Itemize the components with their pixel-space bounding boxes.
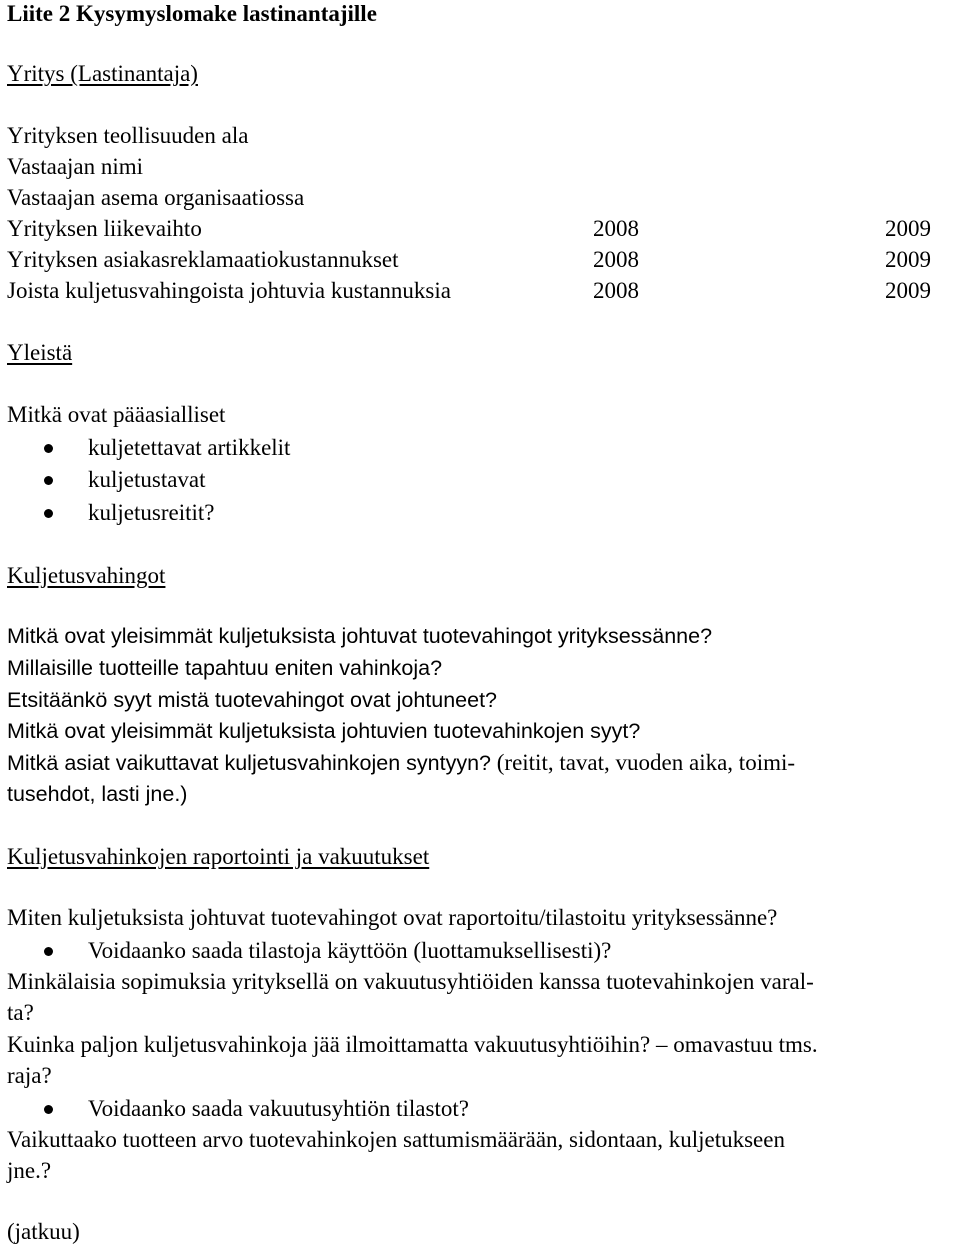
year-second: 2009: [885, 247, 931, 272]
damage-question: Mitkä ovat yleisimmät kuljetuksista johtuvat tuotevahingot yrityksessänne?: [7, 624, 713, 648]
bullet-text: kuljetettavat artikkelit: [88, 435, 291, 460]
year-row-label: Yrityksen asiakasreklamaatiokustannukset: [7, 247, 399, 272]
reporting-question-continuation: ta?: [7, 1000, 34, 1025]
reporting-question-continuation: jne.?: [7, 1158, 52, 1183]
reporting-question: Vaikuttaako tuotteen arvo tuotevahinkojen sattumismäärään, sidontaan, kuljetukseen: [7, 1127, 785, 1152]
reporting-question: Kuinka paljon kuljetusvahinkoja jää ilmoittamatta vakuutusyhtiöihin? – omavastuu tms.: [7, 1032, 818, 1057]
section-general-heading: Yleistä: [7, 340, 73, 365]
field-respondent-name: Vastaajan nimi: [7, 154, 144, 179]
reporting-question-continuation: raja?: [7, 1063, 52, 1088]
bullet-icon: [44, 476, 53, 485]
damage-causes-question: [7, 749, 795, 777]
bullet-text: Voidaanko saada vakuutusyhtiön tilastot?: [88, 1096, 469, 1121]
year-first: 2008: [593, 278, 639, 303]
damage-causes-continuation: [7, 780, 187, 808]
year-row-transport-damage-costs: [7, 277, 953, 305]
damage-question: Etsitäänkö syyt mistä tuotevahingot ovat johtuneet?: [7, 688, 498, 712]
bullet-text: kuljetusreitit?: [88, 500, 215, 525]
year-second: 2009: [885, 216, 931, 241]
section-damages-heading: Kuljetusvahingot: [7, 563, 166, 588]
year-first: 2008: [593, 247, 639, 272]
year-row-complaint-costs: [7, 246, 953, 274]
damage-question: Mitkä ovat yleisimmät kuljetuksista johtuvien tuotevahinkojen syyt?: [7, 719, 641, 743]
section-company-heading: Yritys (Lastinantaja): [7, 61, 198, 86]
year-second: 2009: [885, 278, 931, 303]
bullet-icon: [44, 509, 53, 518]
damage-causes-examples: (reitit, tavat, vuoden aika, toimi-: [491, 750, 796, 775]
damage-causes-text: Mitkä asiat vaikuttavat kuljetusvahinkojen syntyyn?: [7, 751, 491, 775]
year-row-turnover: [7, 215, 953, 243]
damage-causes-continuation-text: tusehdot, lasti jne.): [7, 782, 188, 806]
bullet-text: kuljetustavat: [88, 467, 206, 492]
document-title: Liite 2 Kysymyslomake lastinantajille: [7, 1, 377, 26]
general-intro: Mitkä ovat pääasialliset: [7, 402, 226, 427]
reporting-question: Minkälaisia sopimuksia yrityksellä on vakuutusyhtiöiden kanssa tuotevahinkojen varal-: [7, 969, 814, 994]
continued-note: (jatkuu): [7, 1219, 80, 1244]
bullet-icon: [44, 1105, 53, 1114]
year-row-label: Joista kuljetusvahingoista johtuvia kustannuksia: [7, 278, 451, 303]
field-respondent-position: Vastaajan asema organisaatiossa: [7, 185, 305, 210]
field-industry: Yrityksen teollisuuden ala: [7, 123, 249, 148]
bullet-text: Voidaanko saada tilastoja käyttöön (luottamuksellisesti)?: [88, 938, 612, 963]
section-reporting-heading: Kuljetusvahinkojen raportointi ja vakuutukset: [7, 844, 430, 869]
bullet-icon: [44, 444, 53, 453]
reporting-question: Miten kuljetuksista johtuvat tuotevahingot ovat raportoitu/tilastoitu yrityksessänne?: [7, 905, 778, 930]
bullet-icon: [44, 947, 53, 956]
damage-question: Millaisille tuotteille tapahtuu eniten vahinkoja?: [7, 656, 443, 680]
year-first: 2008: [593, 216, 639, 241]
year-row-label: Yrityksen liikevaihto: [7, 216, 202, 241]
